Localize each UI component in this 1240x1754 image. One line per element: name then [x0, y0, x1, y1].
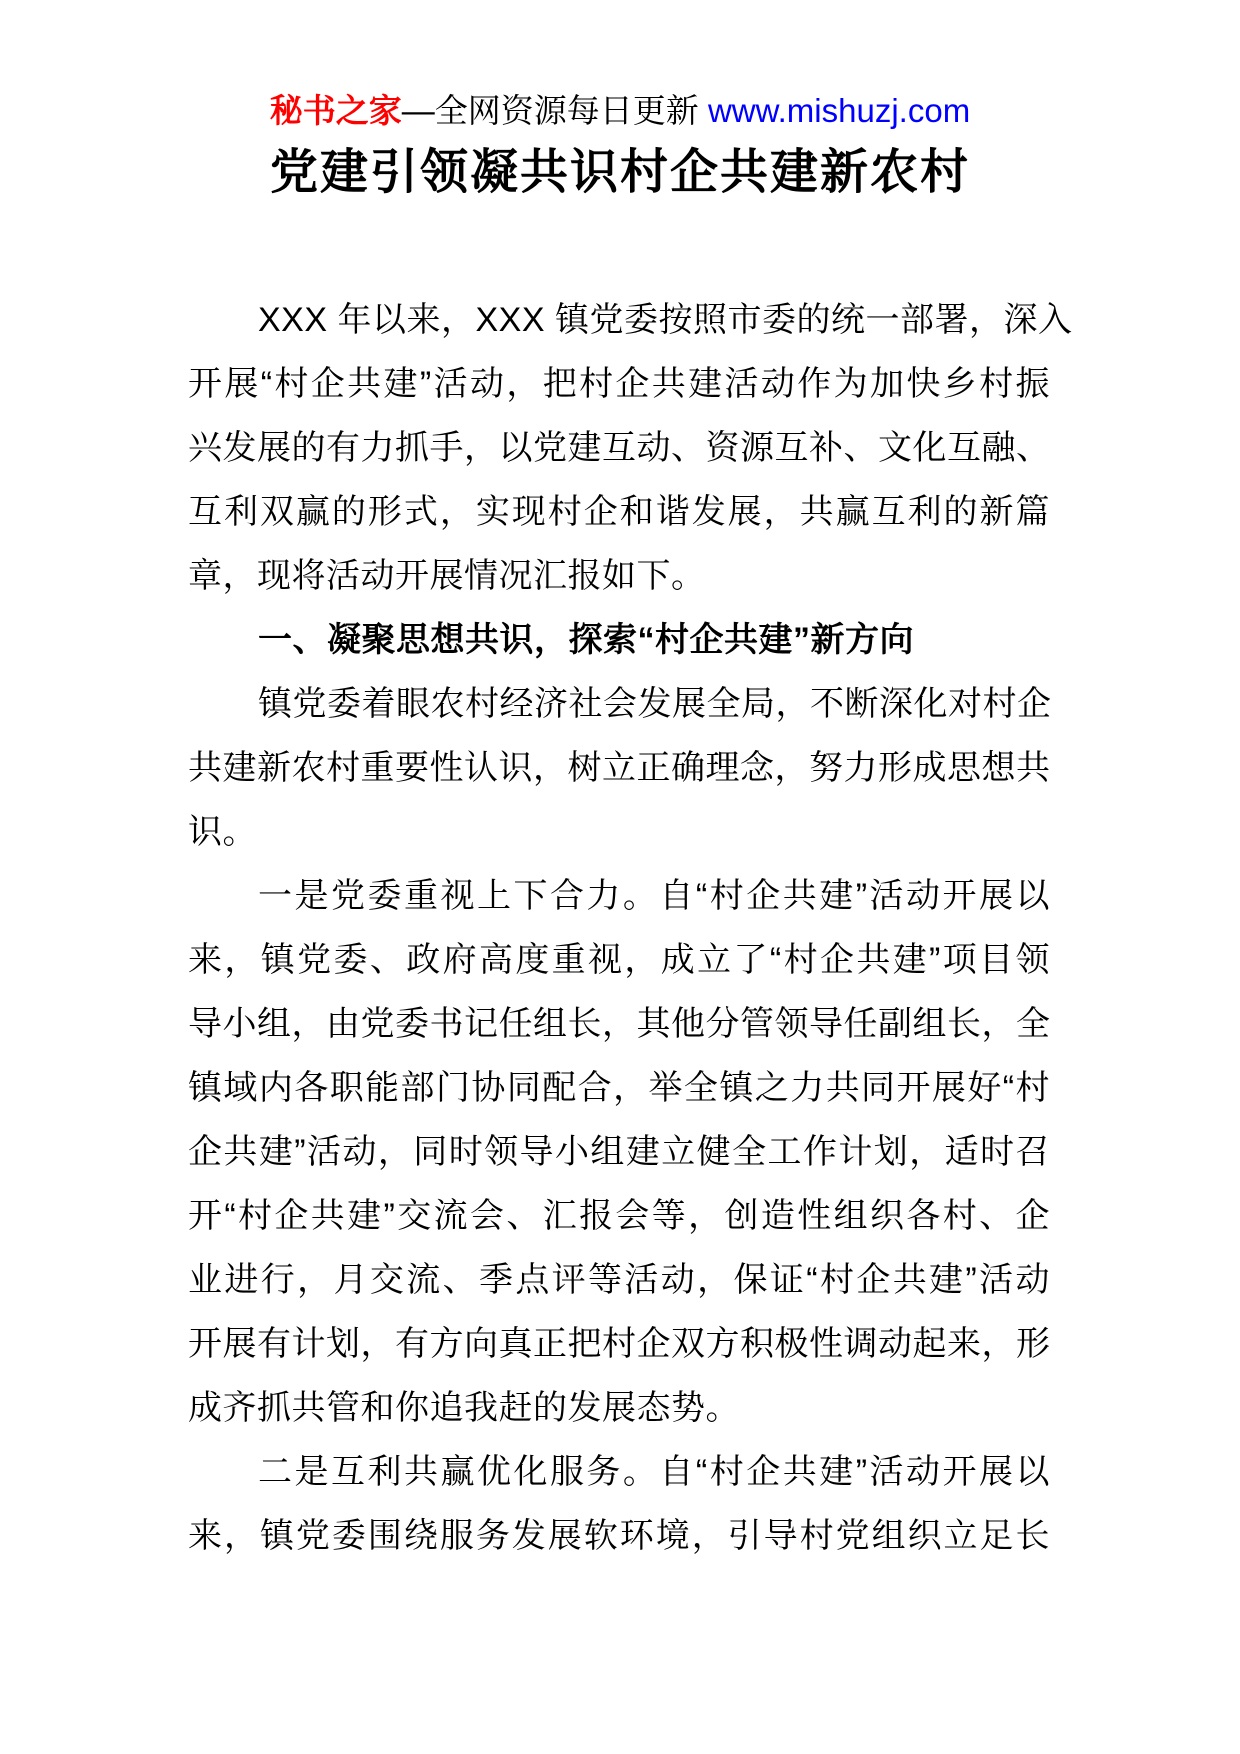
text-line: 章，现将活动开展情况汇报如下。: [188, 557, 706, 595]
document-header: [0, 90, 1240, 132]
text-line: 导小组，由党委书记任组长，其他分管领导任副组长，全: [188, 1005, 1051, 1043]
text-line: 识。: [188, 813, 257, 851]
text-line: XXX 年以来，XXX 镇党委按照市委的统一部署，深入: [258, 301, 1073, 339]
text-line: 镇党委着眼农村经济社会发展全局，不断深化对村企: [258, 685, 1052, 723]
text-line: 企共建”活动，同时领导小组建立健全工作计划，适时召: [188, 1133, 1050, 1171]
text-line: 来，镇党委、政府高度重视，成立了“村企共建”项目领: [188, 941, 1050, 979]
text-line: 业进行，月交流、季点评等活动，保证“村企共建”活动: [188, 1261, 1050, 1299]
text-line: 开展有计划，有方向真正把村企双方积极性调动起来，形: [188, 1325, 1051, 1363]
site-name: 秘书之家: [269, 92, 402, 129]
document-body: [188, 288, 1073, 1568]
text-line: 成齐抓共管和你追我赶的发展态势。: [188, 1389, 740, 1427]
text-line: 开展“村企共建”活动，把村企共建活动作为加快乡村振: [188, 365, 1050, 403]
paragraph: [188, 864, 1050, 1440]
text-line: 镇域内各职能部门协同配合，举全镇之力共同开展好“村: [188, 1069, 1050, 1107]
text-line: 兴发展的有力抓手，以党建互动、资源互补、文化互融、: [188, 429, 1051, 467]
text-line: 来，镇党委围绕服务发展软环境，引导村党组织立足长: [188, 1517, 1050, 1555]
text-line: 一是党委重视上下合力。自“村企共建”活动开展以: [258, 877, 1050, 915]
paragraph: [188, 672, 1050, 864]
paragraph: [188, 1440, 1050, 1568]
paragraph: [188, 288, 1073, 608]
text-line: 开“村企共建”交流会、汇报会等，创造性组织各村、企: [188, 1197, 1050, 1235]
text-line: 二是互利共赢优化服务。自“村企共建”活动开展以: [258, 1453, 1050, 1491]
section-heading: [188, 608, 1050, 672]
site-url-link[interactable]: www.mishuzj.com: [707, 92, 971, 129]
text-line: 一、凝聚思想共识，探索“村企共建”新方向: [258, 621, 914, 659]
header-tagline: —全网资源每日更新: [401, 92, 708, 129]
text-line: 共建新农村重要性认识，树立正确理念，努力形成思想共: [188, 749, 1051, 787]
text-line: 互利双赢的形式，实现村企和谐发展，共赢互利的新篇: [188, 493, 1050, 531]
document-title: 党建引领凝共识村企共建新农村: [269, 146, 970, 199]
